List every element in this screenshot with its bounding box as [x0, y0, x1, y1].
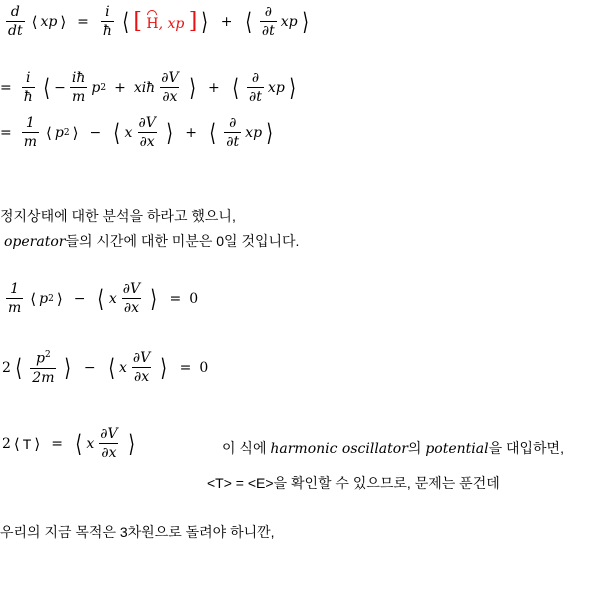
- left-angle: ⟨: [113, 118, 121, 147]
- text: 을 대입하면,: [488, 440, 564, 456]
- coefficient: 2: [2, 359, 11, 376]
- fraction-i-hbar: [101, 4, 114, 39]
- exponent: 2: [45, 350, 51, 360]
- denominator: ∂x: [101, 445, 117, 461]
- left-angle: ⟨: [244, 7, 252, 36]
- denominator: ∂t: [249, 89, 262, 105]
- math-term: x: [118, 359, 127, 376]
- minus-sign: −: [73, 290, 86, 307]
- equation-2: [0, 70, 300, 105]
- denominator: ∂x: [123, 300, 139, 316]
- paragraph-operator-derivative: [4, 231, 299, 251]
- denominator: ∂x: [162, 89, 178, 105]
- fraction-1-m: [6, 281, 23, 316]
- math-term: xp: [280, 13, 298, 30]
- right-angle: ⟩: [34, 434, 41, 453]
- numerator: iħ: [71, 70, 86, 86]
- math-term: potential: [425, 441, 489, 457]
- right-angle: ⟩: [72, 123, 79, 142]
- commutator: [ H, xp ]: [133, 9, 198, 34]
- equation-4: [2, 281, 198, 316]
- equation-6: [2, 426, 139, 461]
- numerator: i: [105, 4, 110, 20]
- right-angle: ⟩: [56, 289, 63, 308]
- fraction-partial-t: [260, 4, 277, 39]
- right-angle: ⟩: [201, 7, 209, 36]
- numerator: ∂V: [161, 70, 179, 86]
- right-angle: ⟩: [160, 353, 168, 382]
- equals-sign: =: [51, 435, 63, 452]
- equals-sign: =: [77, 13, 89, 30]
- fraction-dV-dx: [98, 426, 119, 461]
- equals-sign: =: [169, 290, 182, 307]
- zero: 0: [199, 359, 209, 376]
- numerator: d: [10, 4, 20, 20]
- equals-sign: =: [0, 79, 12, 96]
- numerator: i: [26, 70, 31, 86]
- right-angle: ⟩: [150, 284, 158, 313]
- fraction-p2-2m: [30, 350, 56, 386]
- text: 의: [407, 440, 426, 456]
- math-term: T: [22, 435, 32, 452]
- math-term: operator: [4, 234, 66, 250]
- math-term: p: [36, 350, 45, 367]
- equation-1: [2, 4, 313, 39]
- zero: 0: [189, 290, 199, 307]
- left-angle: ⟨: [13, 434, 20, 453]
- minus-sign: −: [83, 359, 96, 376]
- numerator: 1: [25, 115, 35, 131]
- fraction-partial-t: [247, 70, 264, 105]
- left-angle: ⟨: [75, 429, 82, 458]
- denominator: ∂x: [139, 134, 155, 150]
- numerator: ∂: [264, 4, 272, 20]
- fraction-1-m: [22, 115, 39, 150]
- paragraph-T-equals-E: <T> = <E>을 확인할 수 있으므로, 문제는 푼건데: [207, 475, 500, 491]
- left-angle: ⟨: [30, 289, 37, 308]
- minus-sign: −: [54, 79, 66, 96]
- plus-sign: +: [114, 79, 126, 96]
- math-term: xp: [40, 13, 58, 30]
- math-term: , xp: [158, 16, 185, 32]
- coefficient: 2: [2, 435, 11, 452]
- denominator: ∂x: [133, 369, 150, 386]
- left-angle: ⟨: [122, 7, 129, 36]
- left-angle: ⟨: [108, 353, 115, 382]
- text: 들의 시간에 대한 미분은 0일 것입니다.: [65, 233, 300, 249]
- right-angle: ⟩: [127, 429, 135, 458]
- denominator: ∂t: [261, 23, 275, 39]
- math-term: p: [39, 290, 49, 307]
- hamiltonian-hat: H: [146, 16, 159, 32]
- left-angle: ⟨: [97, 284, 105, 313]
- math-term: p: [91, 79, 101, 96]
- denominator: 2m: [32, 369, 55, 386]
- paragraph-harmonic-oscillator: [222, 438, 564, 458]
- text: 이 식에: [222, 440, 271, 456]
- right-angle: ⟩: [64, 353, 72, 382]
- exponent: 2: [48, 293, 54, 304]
- numerator: ∂V: [100, 426, 118, 442]
- fraction-ih-m: [70, 70, 88, 105]
- denominator: m: [23, 134, 38, 150]
- denominator: m: [71, 89, 86, 105]
- fraction-i-hbar: [22, 70, 35, 105]
- plus-sign: +: [185, 124, 197, 141]
- numerator: ∂V: [132, 350, 151, 367]
- denominator: m: [8, 300, 22, 316]
- left-angle: ⟨: [43, 73, 50, 102]
- fraction-dV-dx: [131, 350, 152, 385]
- numerator: ∂: [251, 70, 260, 86]
- math-term: xp: [245, 124, 263, 141]
- denominator: ħ: [102, 23, 112, 39]
- left-angle: ⟨: [15, 353, 22, 382]
- math-term: xiħ: [133, 79, 156, 96]
- exponent: 2: [100, 82, 107, 93]
- right-angle: ⟩: [166, 118, 173, 147]
- equals-sign: =: [179, 359, 192, 376]
- numerator: 1: [10, 281, 20, 297]
- numerator: ∂V: [138, 115, 156, 131]
- right-angle: ⟩: [302, 7, 309, 36]
- fraction-d-dt: [6, 4, 25, 39]
- fraction-dV-dx: [136, 115, 157, 150]
- right-angle: ⟩: [188, 73, 196, 102]
- numerator: ∂V: [122, 281, 141, 297]
- fraction-dV-dx: [159, 70, 180, 105]
- math-term: x: [108, 290, 117, 307]
- paragraph-stationary-state: 정지상태에 대한 분석을 하라고 했으니,: [0, 208, 236, 224]
- numerator: [34, 350, 53, 368]
- left-angle: ⟨: [31, 12, 38, 31]
- minus-sign: −: [89, 124, 102, 141]
- left-angle: ⟨: [232, 73, 239, 102]
- right-angle: ⟩: [289, 73, 296, 102]
- fraction-partial-t: [224, 115, 241, 150]
- exponent: 2: [63, 127, 70, 138]
- math-term: xp: [267, 79, 285, 96]
- denominator: dt: [8, 23, 23, 39]
- math-term: harmonic oscillator: [270, 441, 408, 457]
- right-angle: ⟩: [60, 12, 67, 31]
- left-angle: ⟨: [209, 118, 216, 147]
- denominator: ħ: [23, 89, 33, 105]
- math-term: p: [54, 124, 64, 141]
- paragraph-three-dimensions: 우리의 지금 목적은 3차원으로 돌려야 하니깐,: [0, 524, 275, 540]
- fraction-dV-dx: [121, 281, 142, 316]
- plus-sign: +: [207, 79, 220, 96]
- left-angle: ⟨: [46, 123, 52, 142]
- equation-5: [2, 350, 208, 386]
- equals-sign: =: [0, 124, 12, 141]
- right-angle: ⟩: [266, 118, 273, 147]
- math-term: x: [124, 124, 133, 141]
- denominator: ∂t: [226, 134, 240, 150]
- numerator: ∂: [229, 115, 237, 131]
- math-term: x: [86, 435, 95, 452]
- plus-sign: +: [220, 13, 233, 30]
- equation-3: [0, 115, 277, 150]
